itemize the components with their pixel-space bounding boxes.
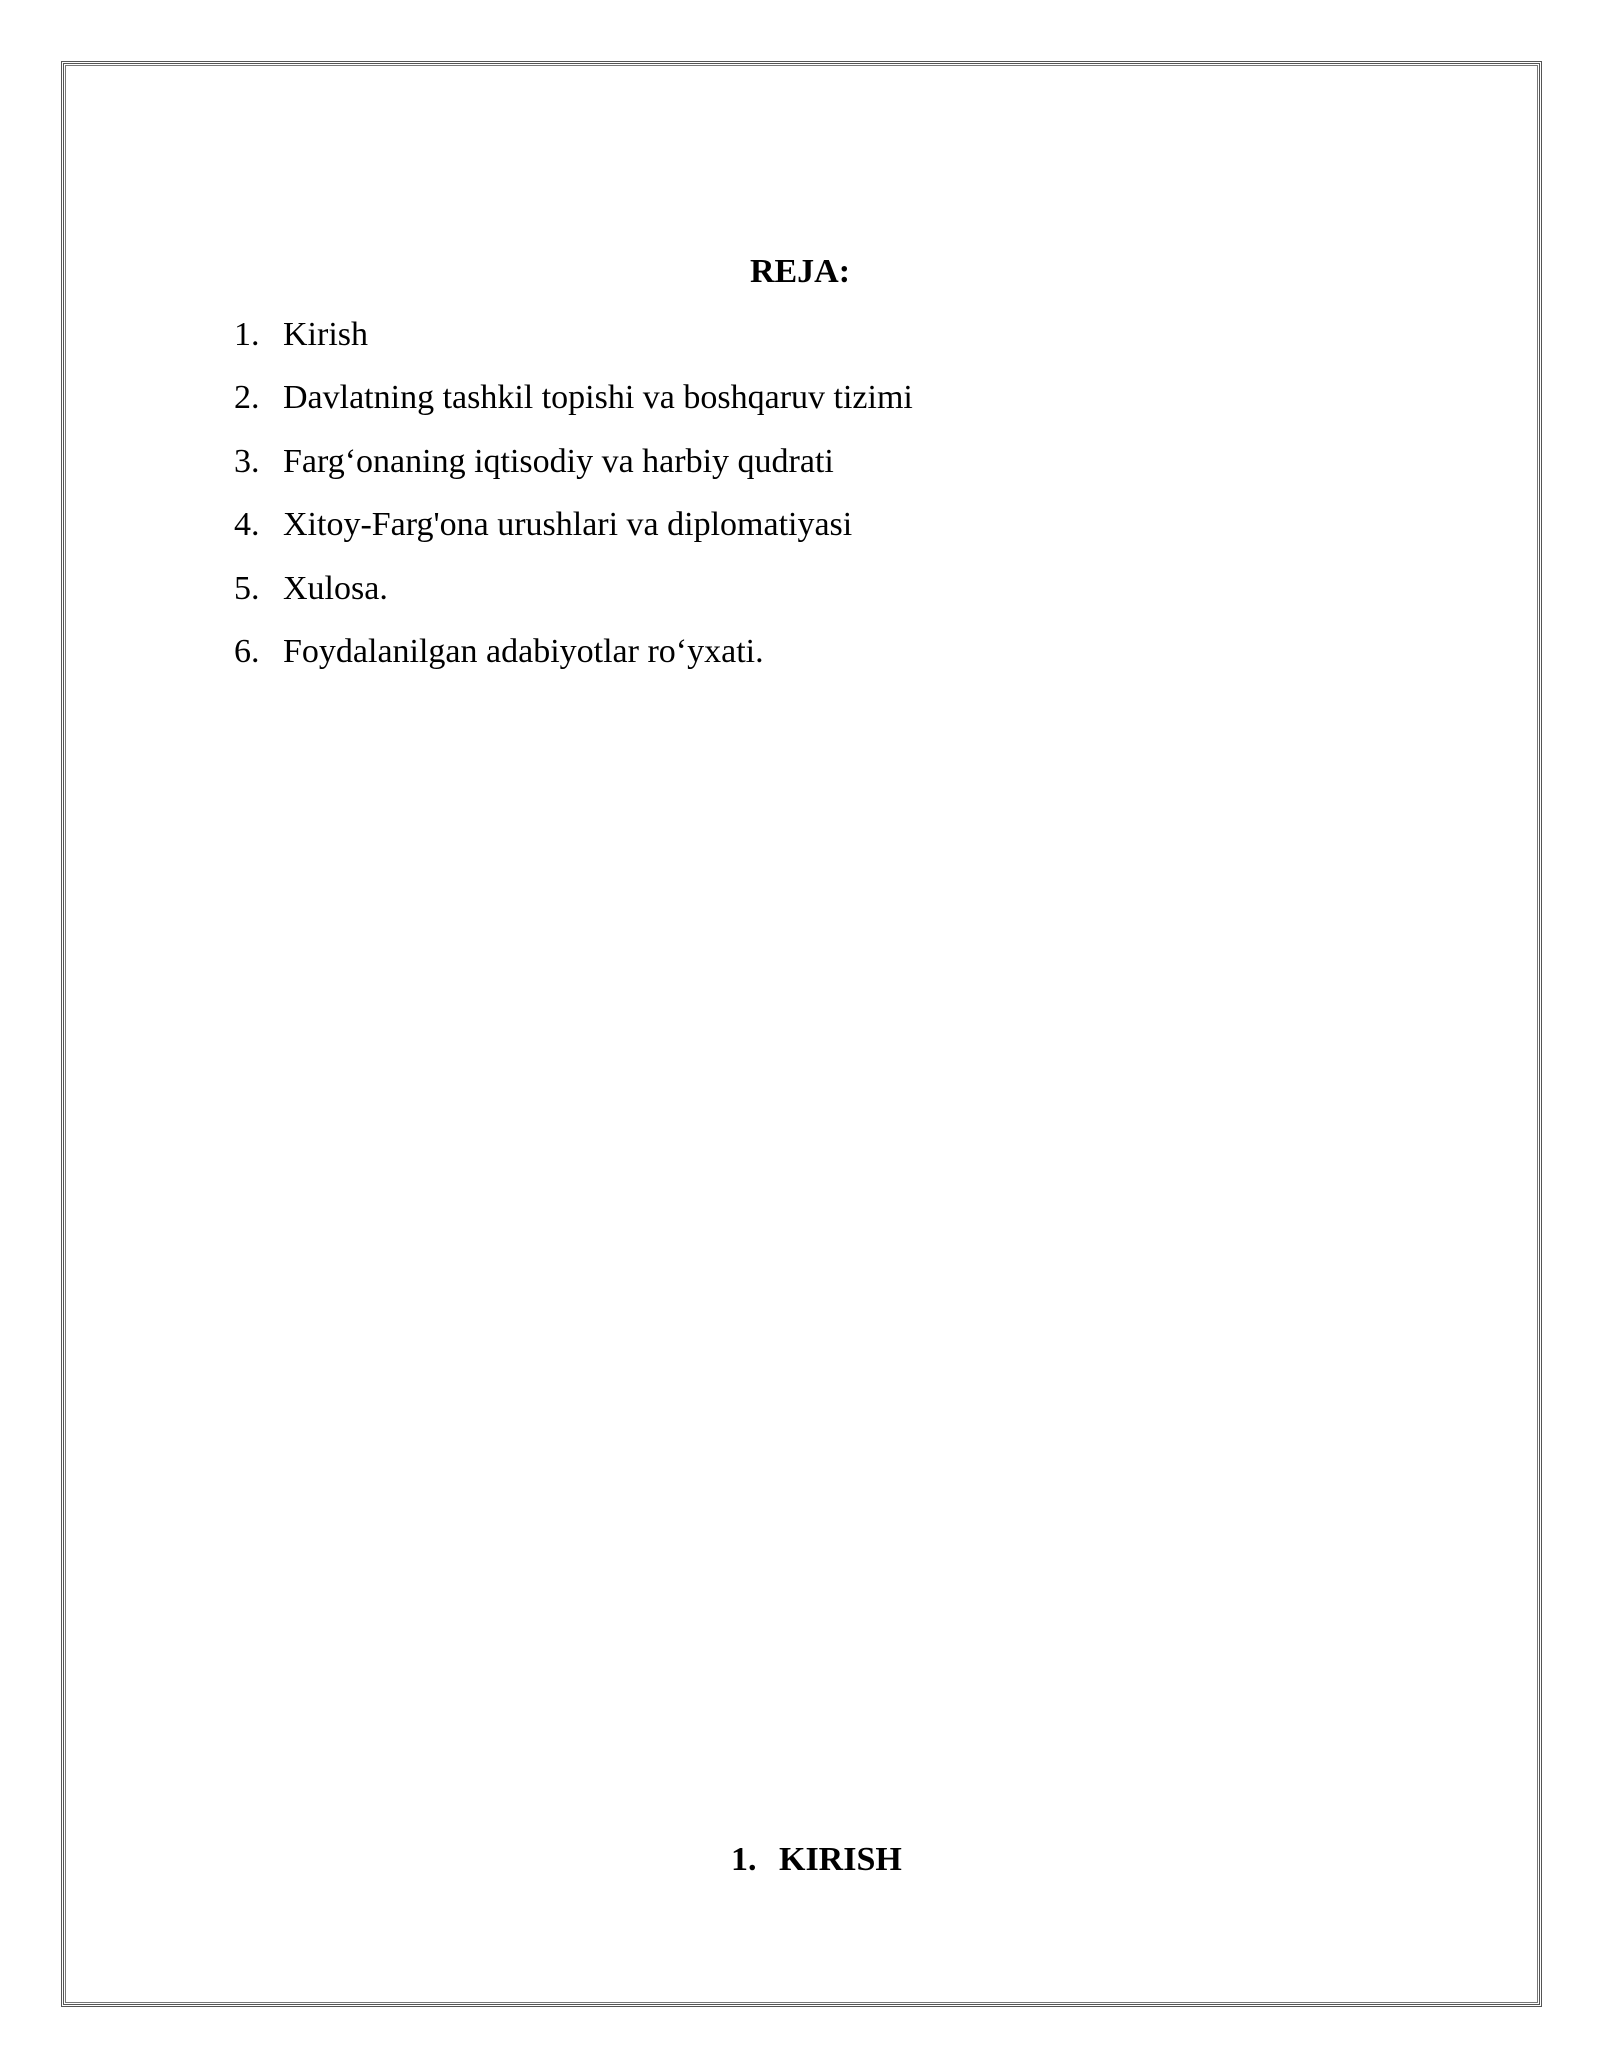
- plan-title: REJA:: [749, 253, 851, 290]
- list-item-number: 6.: [234, 632, 260, 670]
- list-item-text: Xitoy-Farg'ona urushlari va diplomatiyasi: [283, 506, 853, 544]
- list-item-text: Davlatning tashkil topishi va boshqaruv tizimi: [283, 379, 913, 417]
- list-item-number: 4.: [234, 506, 260, 544]
- plan-list: [234, 315, 913, 695]
- list-item: [234, 505, 913, 568]
- section-heading: [731, 1840, 902, 1880]
- list-item: [234, 632, 913, 695]
- list-item: [234, 315, 913, 378]
- list-item-text: Foydalanilgan adabiyotlar ro‘yxati.: [283, 632, 764, 670]
- list-item-number: 1.: [234, 316, 260, 353]
- list-item: [234, 569, 913, 632]
- list-item-text: Xulosa.: [283, 569, 388, 607]
- list-item-text: Kirish: [283, 316, 368, 353]
- list-item-number: 5.: [234, 569, 260, 607]
- list-item-text: Farg‘onaning iqtisodiy va harbiy qudrati: [283, 442, 834, 480]
- list-item: [234, 378, 913, 441]
- list-item-number: 3.: [234, 442, 260, 480]
- section-title: KIRISH: [779, 1841, 902, 1878]
- list-item: [234, 442, 913, 505]
- list-item-number: 2.: [234, 379, 260, 417]
- section-number: 1.: [731, 1841, 757, 1878]
